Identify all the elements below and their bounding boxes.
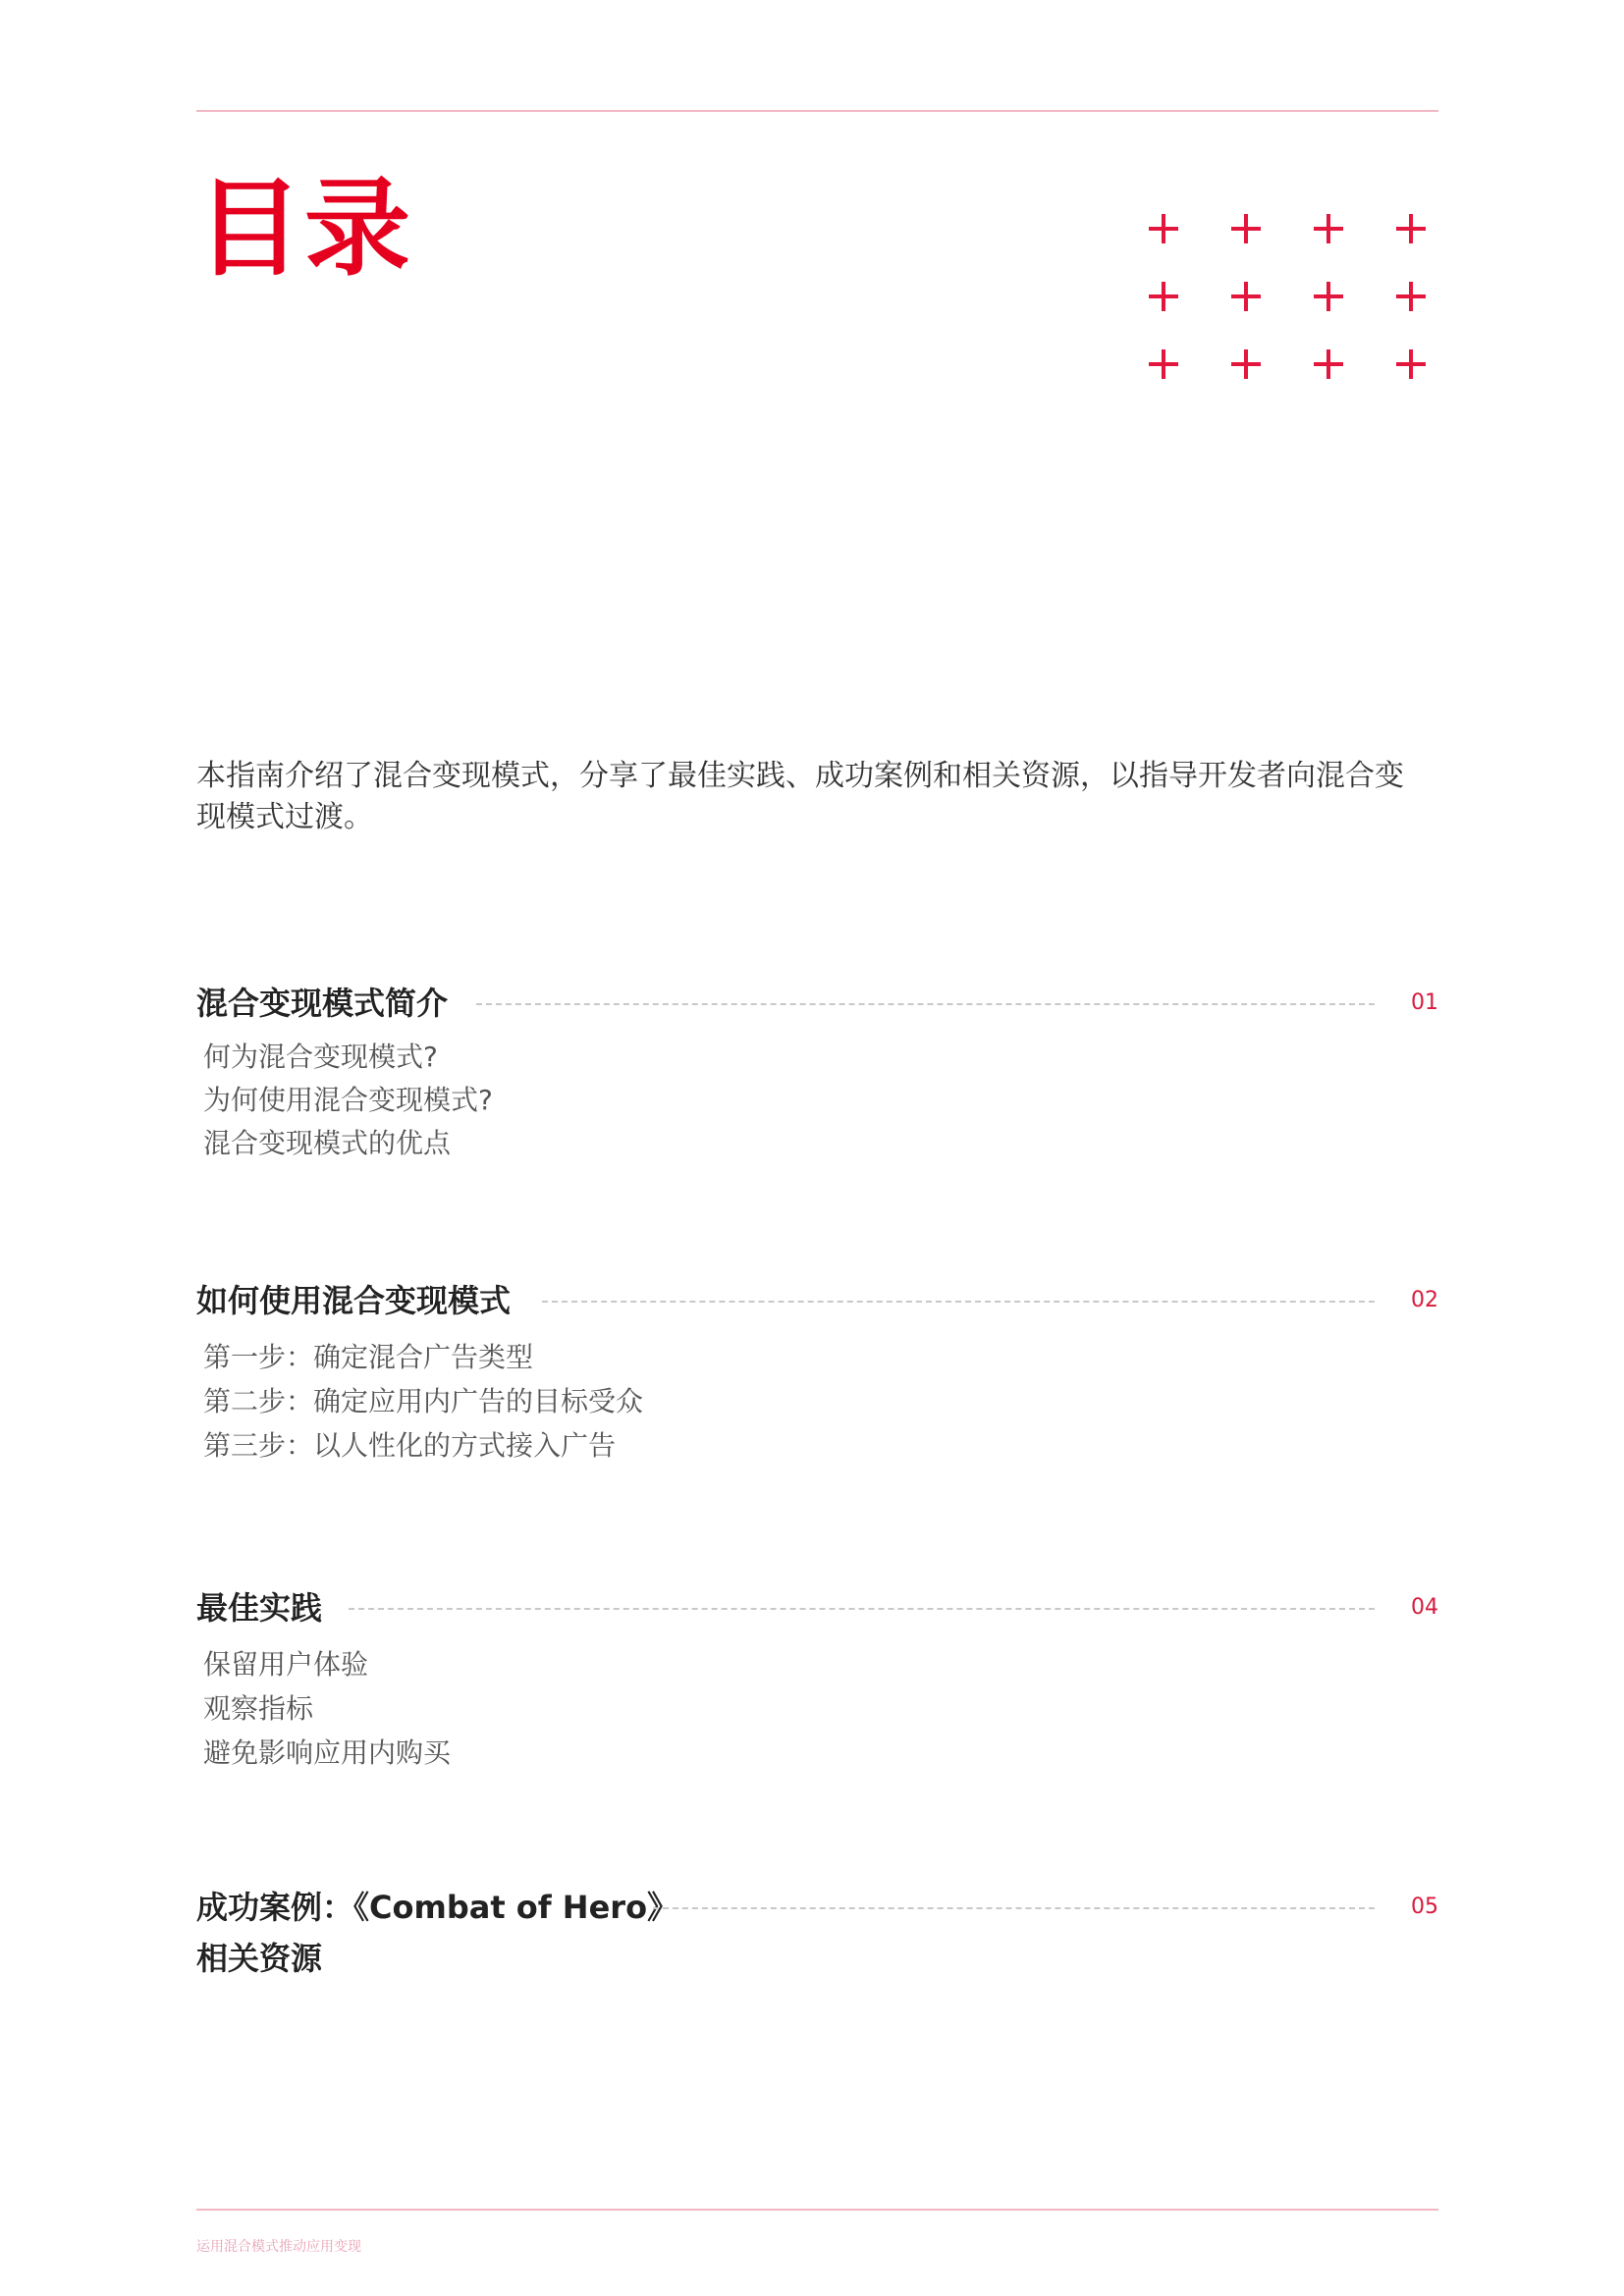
toc-page-number: 04	[1411, 1595, 1438, 1620]
plus-icon	[1314, 349, 1343, 379]
toc-subitem[interactable]: 保留用户体验	[203, 1648, 369, 1681]
toc-subitem[interactable]: 为何使用混合变现模式?	[203, 1084, 493, 1116]
plus-icon	[1149, 282, 1178, 311]
intro-paragraph: 本指南介绍了混合变现模式，分享了最佳实践、成功案例和相关资源，以指导开发者向混合变现模式过渡。	[196, 759, 1404, 834]
plus-icon	[1396, 282, 1426, 311]
plus-icon	[1149, 214, 1178, 243]
plus-icon	[1231, 214, 1261, 243]
toc-entry[interactable]	[196, 1883, 1438, 1932]
plus-icon	[1231, 349, 1261, 379]
plus-icon	[1314, 214, 1343, 243]
toc-entry[interactable]	[196, 979, 1438, 1028]
decorative-plus-grid	[1149, 214, 1483, 400]
toc-page-number: 02	[1411, 1288, 1438, 1312]
toc-section	[196, 979, 1438, 1165]
toc-subitem[interactable]: 观察指标	[203, 1692, 314, 1725]
plus-icon	[1149, 349, 1178, 379]
toc-subitem[interactable]: 混合变现模式的优点	[203, 1127, 452, 1159]
toc-page-number: 01	[1411, 990, 1438, 1015]
toc-section	[196, 1276, 1438, 1468]
toc-section-title: 如何使用混合变现模式	[196, 1282, 512, 1319]
dotted-leader	[349, 1608, 1375, 1610]
toc-subitem[interactable]: 第三步：以人性化的方式接入广告	[203, 1429, 617, 1462]
toc-entry[interactable]	[196, 1276, 1438, 1325]
page-title: 目录	[196, 168, 413, 291]
toc-section	[196, 1583, 1438, 1775]
toc-subitem[interactable]: 第二步：确定应用内广告的目标受众	[203, 1385, 644, 1417]
plus-icon	[1231, 282, 1261, 311]
plus-icon	[1396, 214, 1426, 243]
toc-section-title: 混合变现模式简介	[196, 985, 449, 1022]
plus-icon	[1396, 349, 1426, 379]
toc-subitem[interactable]: 第一步：确定混合广告类型	[203, 1341, 534, 1373]
footer-text: 运用混合模式推动应用变现	[196, 2239, 361, 2255]
bottom-divider	[196, 2209, 1438, 2211]
toc-entry[interactable]	[196, 1583, 1438, 1632]
toc-section-title: 成功案例：《Combat of Hero》	[196, 1889, 679, 1926]
plus-icon	[1314, 282, 1343, 311]
dotted-leader	[542, 1301, 1375, 1303]
dotted-leader	[476, 1003, 1375, 1005]
dotted-leader	[653, 1907, 1375, 1909]
toc-section	[196, 1883, 1438, 1983]
top-divider	[196, 110, 1438, 112]
toc-section-title: 最佳实践	[196, 1589, 323, 1627]
toc-subitem[interactable]: 避免影响应用内购买	[203, 1736, 452, 1769]
toc-page-number: 05	[1411, 1895, 1438, 1919]
toc-subitem[interactable]: 何为混合变现模式?	[203, 1041, 438, 1073]
toc-section-title[interactable]: 相关资源	[196, 1940, 323, 1977]
